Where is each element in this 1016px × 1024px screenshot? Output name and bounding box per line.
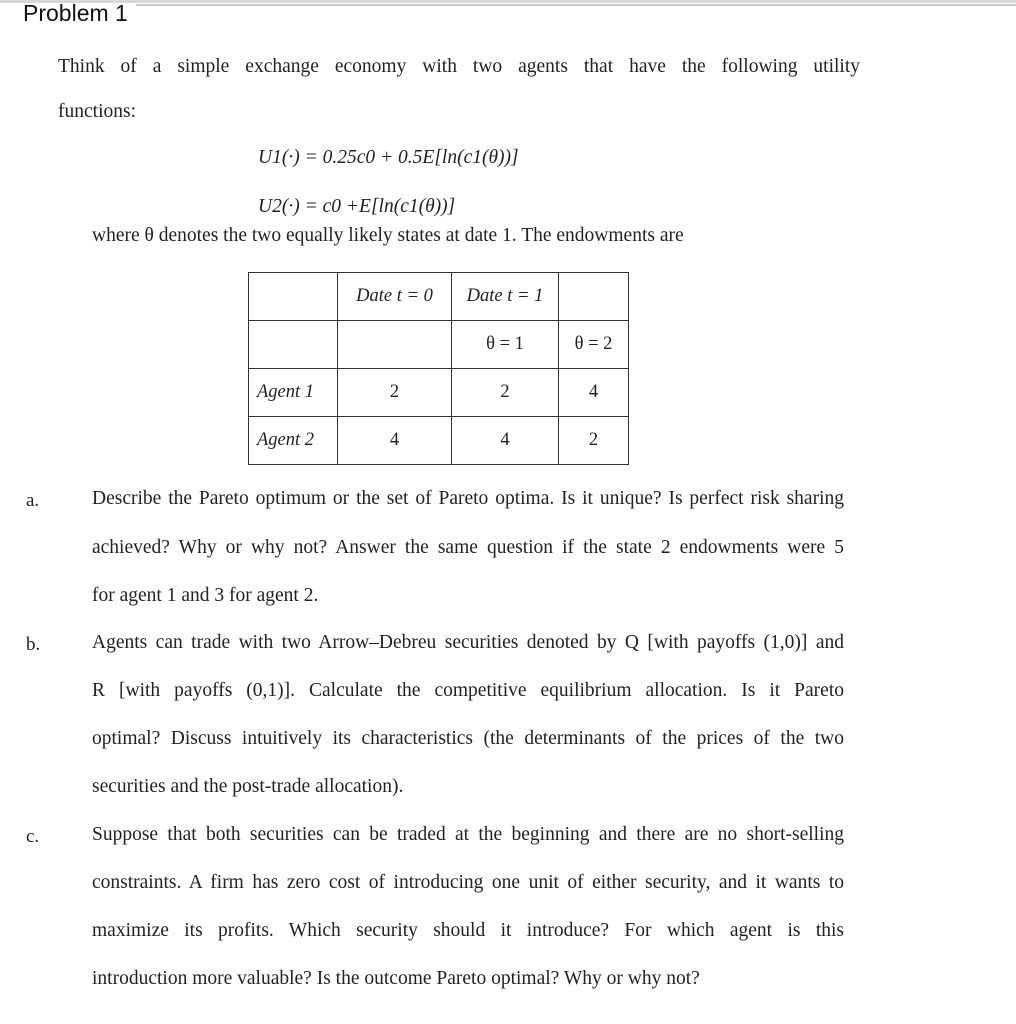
question-a-label: a.: [26, 490, 40, 511]
table-row: [249, 369, 629, 417]
top-border: [0, 0, 1016, 3]
state-2-header: θ = 2: [559, 321, 629, 369]
question-b-line: securities and the post-trade allocation).: [92, 776, 404, 797]
utility-equation-1: [258, 147, 519, 169]
endowment-state-1: 4: [452, 417, 559, 465]
where-line: where θ denotes the two equally likely states at date 1. The endowments are: [92, 225, 684, 246]
endowment-state-1: 2: [452, 369, 559, 417]
header-date-1: Date t = 1: [452, 273, 559, 321]
endowment-state-2: 4: [559, 369, 629, 417]
question-c-line: introduction more valuable? Is the outcome Pareto optimal? Why or why not?: [92, 968, 700, 989]
question-b-line: R [with payoffs (0,1)]. Calculate the competitive equilibrium allocation. Is it Pareto: [92, 680, 844, 701]
page-title: Problem 1: [23, 0, 128, 26]
endowment-t0: 4: [338, 417, 452, 465]
question-c-line: Suppose that both securities can be traded at the beginning and there are no short-selling: [92, 824, 844, 845]
endowments-table: [248, 272, 629, 465]
endowment-t0: 2: [338, 369, 452, 417]
state-1-header: θ = 1: [452, 321, 559, 369]
utility-equation-2-text: U2(·) = c0 +E[ln(c1(θ))]: [258, 196, 456, 217]
intro-line-1: Think of a simple exchange economy with two agents that have the following utility: [58, 56, 860, 77]
question-b-label: b.: [26, 634, 41, 655]
table-cell-empty: [338, 321, 452, 369]
heading-rule: [136, 4, 1016, 6]
utility-equation-2: [258, 196, 455, 218]
table-cell-empty: [249, 321, 338, 369]
question-c-line: constraints. A firm has zero cost of introducing one unit of either security, and it wants to: [92, 872, 844, 893]
table-header-row: [249, 273, 629, 321]
question-b-line: optimal? Discuss intuitively its characteristics (the determinants of the prices of the two: [92, 728, 844, 749]
question-a-line: for agent 1 and 3 for agent 2.: [92, 585, 319, 606]
intro-line-2: functions:: [58, 101, 136, 122]
question-c-line: maximize its profits. Which security should it introduce? For which agent is this: [92, 920, 844, 941]
utility-equation-1-text: U1(·) = 0.25c0 + 0.5E[ln(c1(θ))]: [258, 147, 519, 168]
question-a-line: achieved? Why or why not? Answer the same question if the state 2 endowments were 5: [92, 537, 844, 558]
agent-label: Agent 1: [249, 369, 338, 417]
table-row: [249, 417, 629, 465]
table-state-row: [249, 321, 629, 369]
table-cell-empty: [559, 273, 629, 321]
endowment-state-2: 2: [559, 417, 629, 465]
question-b-line: Agents can trade with two Arrow–Debreu securities denoted by Q [with payoffs (1,0)] and: [92, 632, 844, 653]
question-c-label: c.: [26, 826, 40, 847]
agent-label: Agent 2: [249, 417, 338, 465]
table-cell-empty: [249, 273, 338, 321]
header-date-0: Date t = 0: [338, 273, 452, 321]
question-a-line: Describe the Pareto optimum or the set of Pareto optima. Is it unique? Is perfect risk sharing: [92, 488, 844, 509]
